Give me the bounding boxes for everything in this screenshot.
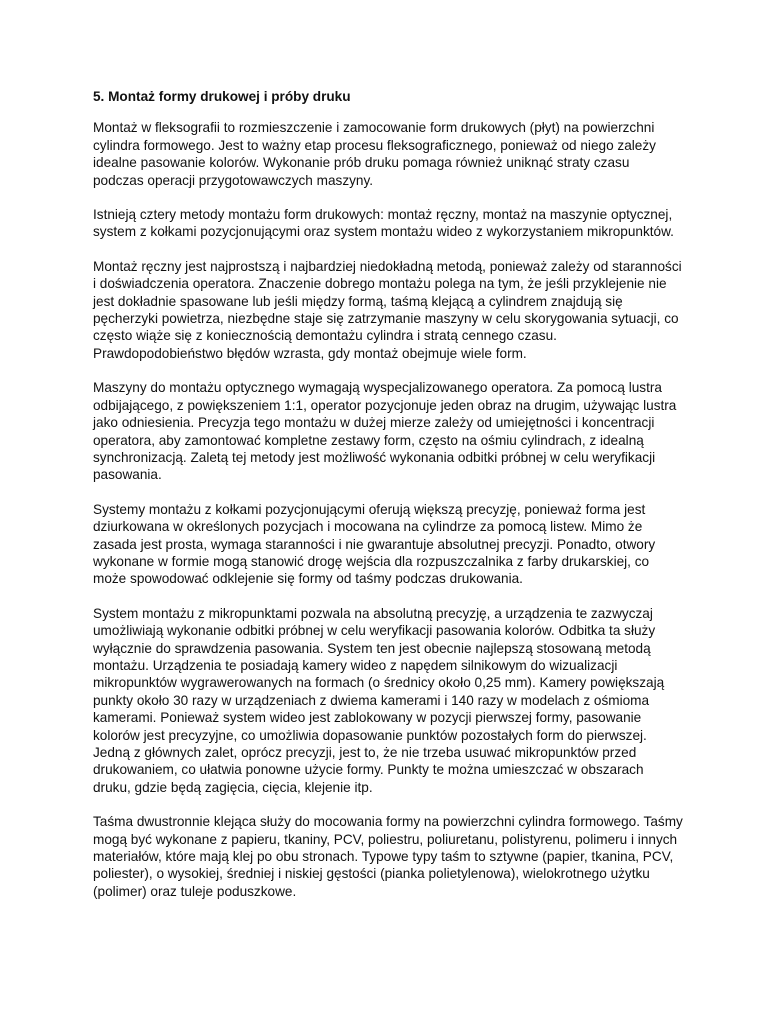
paragraph-optical-mounting: Maszyny do montażu optycznego wymagają wyspecjalizowanego operatora. Za pomocą lustra odbijającego, z powiększeniem 1:1, operator pozycjonuje jeden obraz na drugim, używając lustra jako odniesienia. Precyzja tego montażu w dużej mierze zależy od umiejętności i koncentracji operatora, aby zamontować kompletne zestawy form, często na ośmiu cylindrach, z idealną synchronizacją. Zaletą tej metody jest możliwość wykonania odbitki próbnej w celu weryfikacji pasowania.	[93, 380, 677, 483]
paragraph-microdot-system: System montażu z mikropunktami pozwala na absolutną precyzję, a urządzenia te zazwyczaj umożliwiają wykonanie odbitki próbnej w celu weryfikacji pasowania kolorów. Odbitka ta służy wyłącznie do sprawdzenia pasowania. System ten jest obecnie najlepszą stosowaną metodą montażu. Urządzenia te posiadają kamery wideo z napędem silnikowym do wizualizacji mikropunktów wygrawerowanych na formach (o średnicy około 0,25 mm). Kamery powiększają punkty około 30 razy w urządzeniach z dwiema kamerami i 140 razy w modelach z ośmioma kamerami. Ponieważ system wideo jest zablokowany w pozycji pierwszej formy, pasowanie kolorów jest precyzyjne, co umożliwia dopasowanie punktów pozostałych form do pierwszej. Jedną z głównych zalet, oprócz precyzji, jest to, że nie trzeba usuwać mikropunktów przed drukowaniem, co ułatwia ponowne użycie formy. Punkty te można umieszczać w obszarach druku, gdzie będą zagięcia, cięcia, klejenie itp.	[93, 605, 665, 795]
paragraph-intro: Montaż w fleksografii to rozmieszczenie i zamocowanie form drukowych (płyt) na powierzchni cylindra formowego. Jest to ważny etap procesu fleksograficznego, ponieważ od niego zależy idealne pasowanie kolorów. Wykonanie prób druku pomaga również uniknąć straty czasu podczas operacji przygotowawczych maszyny.	[93, 120, 656, 188]
document-page	[93, 88, 683, 917]
section-heading: 5. Montaż formy drukowej i próby druku	[93, 89, 351, 104]
paragraph-pin-registration: Systemy montażu z kołkami pozycjonującymi oferują większą precyzję, ponieważ forma jest dziurkowana w określonych pozycjach i mocowana na cylindrze za pomocą listew. Mimo że zasada jest prosta, wymaga staranności i nie gwarantuje absolutnej precyzji. Ponadto, otwory wykonane w formie mogą stanowić drogę wejścia dla rozpuszczalnika z farby drukarskiej, co może spowodować odklejenie się formy od taśmy podczas drukowania.	[93, 501, 656, 587]
paragraph-manual-mounting: Montaż ręczny jest najprostszą i najbardziej niedokładną metodą, ponieważ zależy od staranności i doświadczenia operatora. Znaczenie dobrego montażu polega na tym, że jeśli przyklejenie nie jest dokładnie spasowane lub jeśli między formą, taśmą klejącą a cylindrem znajdują się pęcherzyki powietrza, niezbędne staje się zatrzymanie maszyny w celu skorygowania sytuacji, co często wiąże się z koniecznością demontażu cylindra i stratą cennego czasu. Prawdopodobieństwo błędów wzrasta, gdy montaż obejmuje wiele form.	[93, 258, 682, 361]
paragraph-methods-overview: Istnieją cztery metody montażu form drukowych: montaż ręczny, montaż na maszynie optycznej, system z kołkami pozycjonującymi oraz system montażu wideo z wykorzystaniem mikropunktów.	[93, 207, 674, 240]
paragraph-adhesive-tape: Taśma dwustronnie klejąca służy do mocowania formy na powierzchni cylindra formowego. Taśmy mogą być wykonane z papieru, tkaniny, PCV, poliestru, poliuretanu, polistyrenu, polimeru i innych materiałów, które mają klej po obu stronach. Typowe typy taśm to sztywne (papier, tkanina, PCV, poliester), o wysokiej, średniej i niskiej gęstości (pianka polietylenowa), wielokrotnego użytku (polimer) oraz tuleje poduszkowe.	[93, 814, 683, 899]
